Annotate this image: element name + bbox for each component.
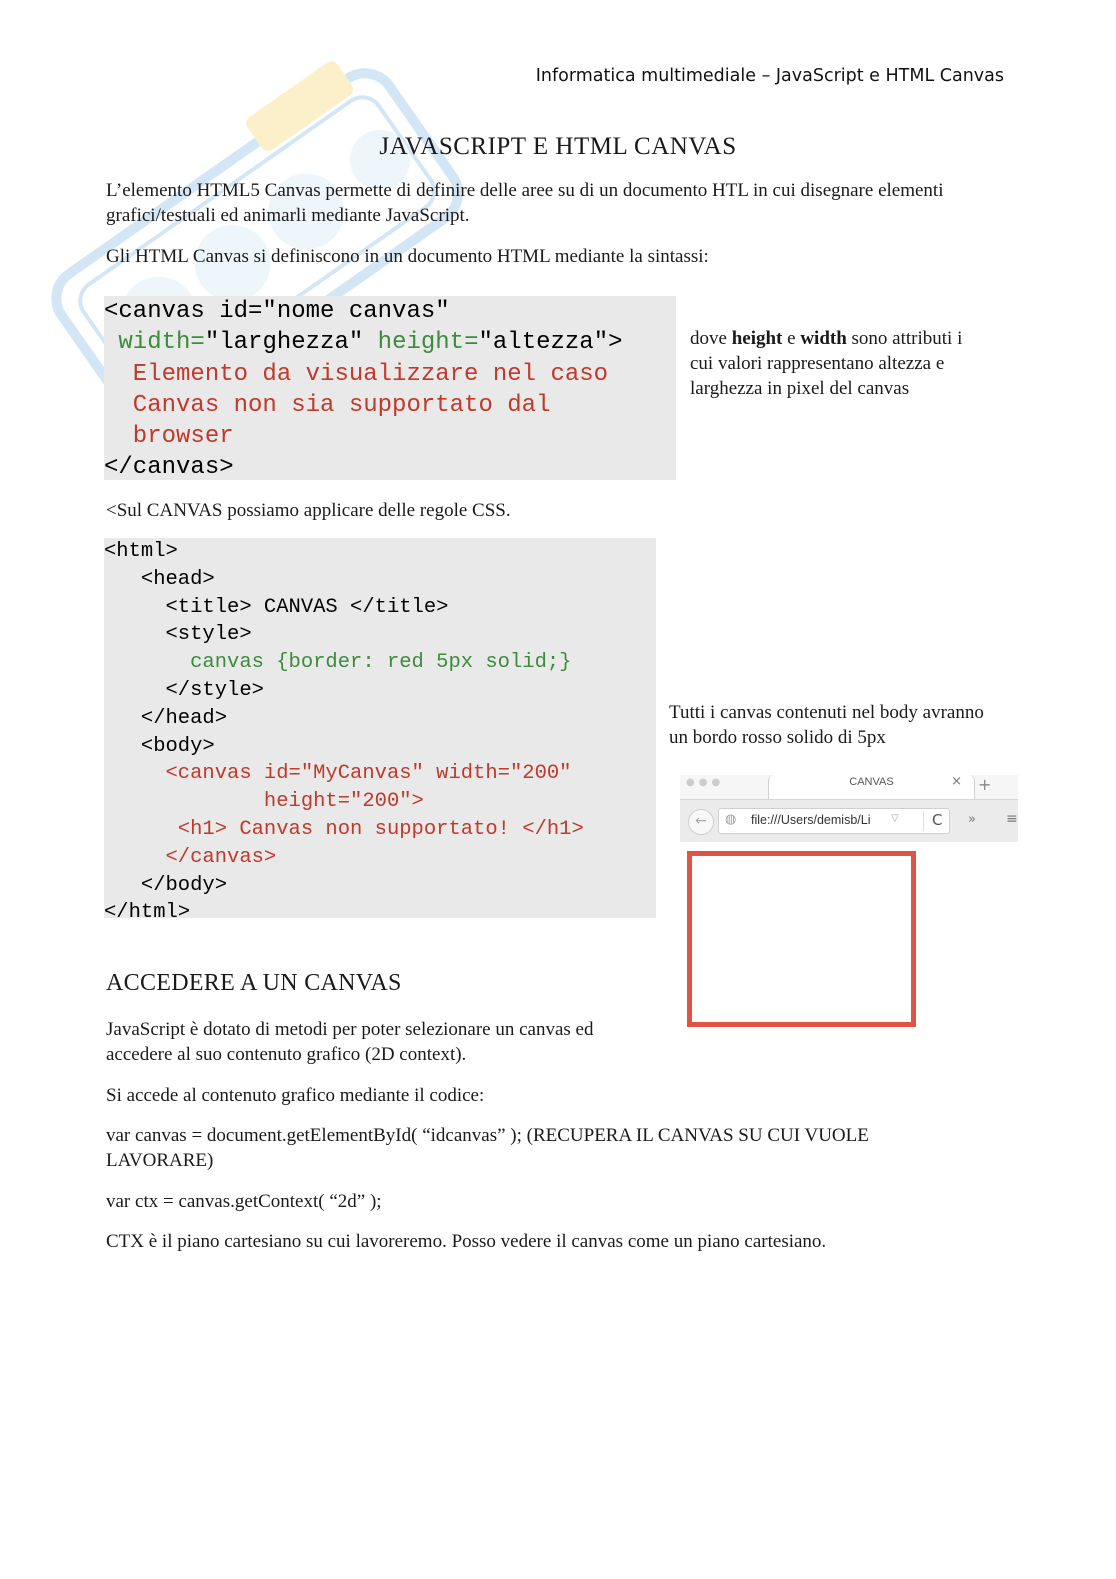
note-bold-height: height [731, 328, 783, 349]
dropdown-icon: ▽ [891, 813, 899, 824]
back-arrow-icon: ← [688, 809, 714, 835]
code-line: <style> [104, 623, 252, 647]
window-dots-icon: ●●● [686, 777, 725, 788]
note-text: sono attributi i cui valori rappresentano altezza e larghezza in pixel del canvas [690, 328, 963, 399]
code-line: Elemento da visualizzare nel caso [104, 360, 609, 388]
code-intro-paragraph: Si accede al contenuto grafico mediante il codice: [106, 1085, 485, 1106]
access-paragraph: JavaScript è dotato di metodi per poter selezionare un canvas ed accedere al suo contenuto grafico (2D context). [106, 1019, 594, 1065]
code-value: "larghezza" [204, 329, 364, 357]
intro-paragraph: L’elemento HTML5 Canvas permette di definire delle aree su di un documento HTL in cui disegnare elementi grafici/testuali ed animarli mediante JavaScript. [106, 180, 944, 226]
globe-icon: ◍ [725, 812, 737, 827]
code-line: browser [104, 423, 234, 451]
code-line: height="200"> [104, 790, 424, 814]
code-line: </style> [104, 678, 264, 702]
browser-screenshot [680, 775, 1018, 841]
code-line: </html> [104, 901, 191, 925]
get-element-line: var canvas = document.getElementById( “idcanvas” ); (RECUPERA IL CANVAS SU CUI VUOLE LAVORARE) [106, 1125, 869, 1171]
url-text: file:///Users/demisb/Li [751, 813, 871, 827]
html-example-code-block [104, 538, 656, 925]
code-attr: width= [104, 329, 205, 357]
note-text: e [782, 328, 801, 349]
code-line: </canvas> [104, 845, 277, 869]
code-line: <body> [104, 734, 215, 758]
attributes-note [690, 326, 990, 401]
code-line: <head> [104, 567, 215, 591]
browser-toolbar [680, 799, 1018, 842]
code-line: </canvas> [104, 454, 234, 482]
page-header: Informatica multimediale – JavaScript e HTML Canvas [535, 66, 1004, 86]
code-line: <canvas id="nome canvas" [104, 298, 450, 325]
border-note: Tutti i canvas contenuti nel body avranno un bordo rosso solido di 5px [669, 702, 984, 748]
code-value: "altezza"> [478, 329, 623, 357]
document-title: JAVASCRIPT E HTML CANVAS [379, 133, 737, 160]
address-bar [718, 808, 950, 834]
note-bold-width: width [800, 328, 847, 349]
syntax-paragraph: Gli HTML Canvas si definiscono in un documento HTML mediante la sintassi: [106, 246, 709, 267]
new-tab-icon: + [978, 775, 992, 794]
code-line: <title> CANVAS </title> [104, 595, 449, 619]
code-line: <canvas id="MyCanvas" width="200" [104, 762, 572, 786]
browser-tab-bar [680, 775, 1018, 799]
css-paragraph: <Sul CANVAS possiamo applicare delle regole CSS. [106, 500, 511, 521]
reload-icon: C [923, 811, 942, 831]
code-line: </head> [104, 706, 228, 730]
code-line: <html> [104, 540, 178, 563]
code-line: <h1> Canvas non supportato! </h1> [104, 817, 584, 841]
tab-title: CANVAS [849, 776, 894, 788]
code-line: </body> [104, 873, 228, 897]
red-bordered-canvas [687, 851, 916, 1027]
ctx-paragraph: CTX è il piano cartesiano su cui lavoreremo. Posso vedere il canvas come un piano cartesiano. [106, 1231, 827, 1252]
note-text: dove [690, 328, 732, 349]
close-icon: × [951, 774, 962, 789]
canvas-syntax-code-block [104, 296, 676, 480]
get-context-line: var ctx = canvas.getContext( “2d” ); [106, 1191, 382, 1212]
section-title: ACCEDERE A UN CANVAS [106, 970, 402, 996]
code-attr: height= [363, 329, 479, 357]
code-line: Canvas non sia supportato dal [104, 391, 551, 419]
code-line: canvas {border: red 5px solid;} [104, 651, 572, 675]
menu-icon: ≡ [1006, 811, 1018, 827]
chevron-icon: » [968, 812, 976, 827]
browser-tab [768, 775, 975, 799]
